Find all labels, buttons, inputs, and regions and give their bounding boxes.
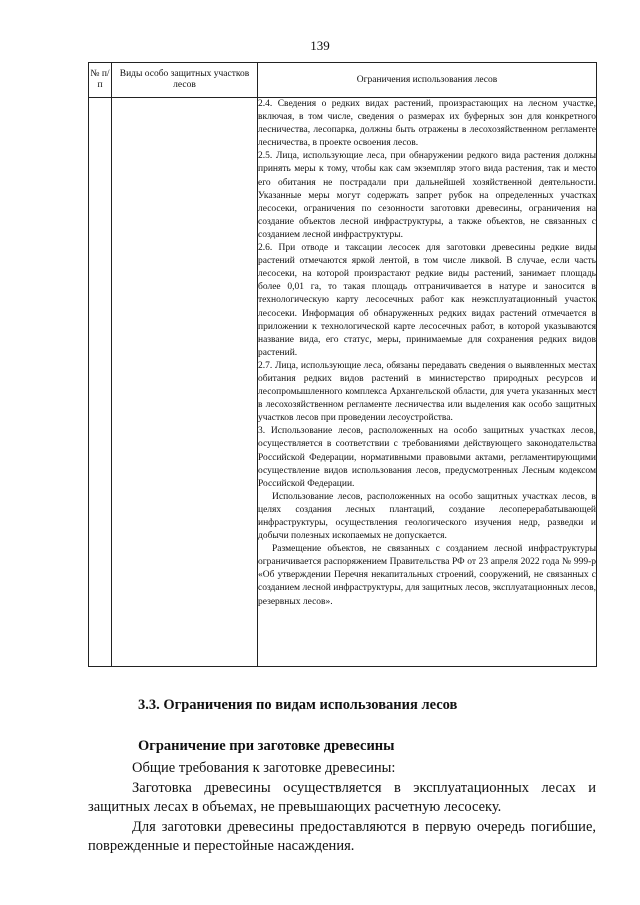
restriction-paragraph: 2.4. Сведения о редких видах растений, произрастающих на лесном участке, включая, в том числе, сведения о размерах их буферных зон для конкретного лесничества, лесопарка, должны быть отражены в лесохозяйственном регламенте лесничества, в проекте освоения лесов. — [258, 99, 596, 149]
restriction-paragraph: 2.5. Лица, использующие леса, при обнаружении редкого вида растения должны принять меры к тому, чтобы как сам экземпляр этого вида растения, так и место его обитания не пострадали при дальнейшей хозяйственной деятельности. Указанные меры могут содержать запрет рубок на определенных участках лесосеки, ограничения по сезонности заготовки древесины, ограничения на создание объектов лесной инфраструктуры, а также объектов, не связанных с созданием лесной инфраструктуры. — [258, 151, 596, 240]
cell-number — [89, 98, 112, 667]
restrictions-table — [88, 62, 597, 667]
restriction-paragraph: 2.7. Лица, использующие леса, обязаны передавать сведения о выявленных местах обитания редких видов растений в министерство природных ресурсов и лесопромышленного комплекса Архангельской области, для учета указанных мест в лесохозяйственном регламенте лесничества или выделения как особо защитных участков лесов при проведении лесоустройства. — [258, 360, 596, 424]
page-number: 139 — [310, 38, 330, 53]
body-paragraph: Для заготовки древесины предоставляются в первую очередь погибшие, поврежденные и перестойные насаждения. — [88, 818, 596, 855]
restriction-paragraph: Размещение объектов, не связанных с созданием лесной инфраструктуры ограничивается распоряжением Правительства РФ от 23 апреля 2022 года № 999-р «Об утверждении Перечня некапитальных строений, сооружений, не связанных с созданием лесной инфраструктуры, для защитных лесов, эксплуатационных лесов, резервных лесов». — [258, 544, 596, 607]
table-header-row — [89, 63, 597, 98]
subsection-heading: Ограничение при заготовке древесины — [138, 738, 395, 754]
table-row — [89, 98, 597, 667]
cell-restrictions — [258, 98, 597, 667]
body-paragraph: Заготовка древесины осуществляется в эксплуатационных лесах и защитных лесах в объемах, не превышающих расчетную лесосеку. — [88, 779, 596, 816]
restriction-paragraph: 3. Использование лесов, расположенных на особо защитных участках лесов, осуществляется в соответствии с требованиями действующего законодательства Российской Федерации, нормативными правовыми актами, регламентирующими осуществление видов использования лесов, предусмотренных Лесным кодексом Российской Федерации. — [258, 426, 596, 489]
cell-area-type — [112, 98, 258, 667]
header-number: № п/п — [89, 63, 112, 98]
header-restrictions: Ограничения использования лесов — [258, 63, 597, 98]
header-area-type: Виды особо защитных участков лесов — [112, 63, 258, 98]
restriction-paragraph: 2.6. При отводе и таксации лесосек для заготовки древесины редкие виды растений отмечаются яркой лентой, в том числе ликвой. В случае, если часть лесосеки, на которой произрастают редкие виды растений, занимает площадь более 0,01 га, то такая площадь отграничивается в натуре и заносится в технологическую карту лесосечных работ как неэксплуатационный участок лесосеки. Информация об обнаруженных редких видах растений отмечается в приложении к технологической карте лесосечных работ, в которой указываются название вида, его статус, меры, принимаемые для сохранения редких видов растений. — [258, 243, 596, 358]
body-text — [88, 759, 596, 857]
restriction-paragraph: Использование лесов, расположенных на особо защитных участках лесов, в целях создания лесных плантаций, создание лесоперерабатывающей инфраструктуры, осуществления геологического изучения недр, разведки и добычи полезных ископаемых не допускается. — [258, 491, 596, 542]
body-paragraph: Общие требования к заготовке древесины: — [132, 760, 396, 776]
section-heading: 3.3. Ограничения по видам использования лесов — [138, 697, 458, 713]
